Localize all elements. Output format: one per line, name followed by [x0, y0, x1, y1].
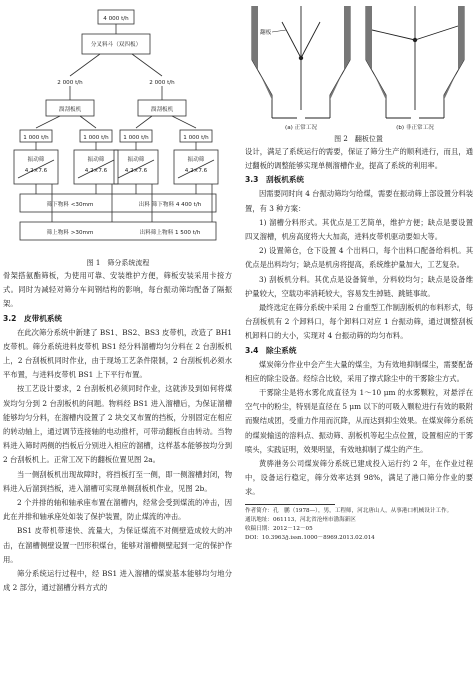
figure-2-caption: 图 2 翻板位置 — [334, 135, 383, 143]
svg-text:振动筛: 振动筛 — [127, 157, 145, 163]
svg-text:1 000 t/h: 1 000 t/h — [123, 135, 149, 141]
paragraph-3-3-b: 1) 溜槽分料形式。其优点是工艺简单，维护方便；缺点是要设置四叉溜槽，机房高度将大大加高，进料皮带机驱动要如大等。 — [245, 217, 473, 242]
paragraph-3-2-d: 2 个并排的轴和轴承座布置在溜槽内，经常会受到煤流的冲击，因此在并排和轴承座处如装了保护装置，防止煤流的冲击。 — [3, 498, 232, 522]
paragraph-3-2-a: 在此次筛分系统中新建了 BS1、BS2、BS3 皮带机，改造了 BH1 皮带机。筛分系统进料皮带机 BS1 经分料溜槽均匀分料在 2 台刮板机上，2 台刮板机同时作业，由于现场工艺条件限制，2 台刮板机必须水平布置，与进料皮带机 BS1 上下平行布置。 — [3, 327, 232, 380]
flow-out-under: 筛下物料 <30mm — [46, 202, 94, 208]
paragraph-intro: 骨架搭氨酯筛板，为使用可靠、安装维护方便，筛板安装采用卡接方式。同时为减轻对筛分车间钢结构的影响，每台振动筛均配备了隔振架。 — [3, 271, 232, 309]
flow-screen-1 — [14, 150, 58, 184]
flow-screen-2 — [74, 150, 118, 184]
footnote-address: 通讯地址：061113，河北省沧州市渤海新区 — [245, 516, 356, 523]
left-column — [0, 0, 236, 595]
fig2-caption-a: (a) 正常工况 — [285, 125, 317, 131]
flap-left-a — [282, 22, 301, 58]
svg-text:4.2×7.6: 4.2×7.6 — [84, 168, 108, 174]
flow-mid-rate-right: 2 000 t/h — [149, 80, 175, 86]
figure-1-flowchart — [0, 0, 236, 255]
paragraph-3-4-a: 煤炭筛分作业中会产生大量的煤尘，为有效地抑制煤尘，需要配备相应的除尘设备。经综合比较，采用了撑式除尘中的干雾除尘方式。 — [245, 359, 473, 383]
flow-out-over: 筛上物料 >30mm — [46, 230, 94, 236]
svg-text:振动筛: 振动筛 — [27, 157, 45, 163]
svg-text:4.2×7.6: 4.2×7.6 — [24, 168, 48, 174]
flow-out-over-product: 出料筛上物料 1 500 t/h — [139, 230, 201, 236]
flow-belt-left-text: 溜刮板机 — [58, 107, 82, 113]
flap-left-b — [301, 22, 320, 58]
paragraph-continued: 设计，满足了系统运行的需要，保证了筛分生产的顺利进行，而且，通过翻板的调整能够实现单侧溜槽作业，提高了系统的利用率。 — [245, 147, 473, 171]
svg-text:振动筛: 振动筛 — [187, 157, 205, 163]
flow-screen-3 — [114, 150, 158, 184]
paragraph-3-4-c: 黄骅港务公司煤炭筛分系统已建成投入运行约 2 年，在作业过程中，设备运行稳定，筛分效率达到 98%，满足了港口筛分作业的要求。 — [245, 459, 473, 497]
flow-top-rate-text: 4 000 t/h — [103, 16, 129, 22]
paragraph-3-2-e: BS1 皮带机带速快、流量大，为保证煤流不对侧壁造成较大的冲击，在溜槽侧壁设置一凹形积煤台，能够对溜槽侧壁起到一定的保护作用。 — [3, 526, 232, 564]
paragraph-3-2-c: 当一侧刮板机出现故障时，将挡板打至一侧，即一侧溜槽封闭，物料进入后溜到挡板，进入溜槽可实现单侧刮板机作业，见图 2b。 — [3, 469, 232, 493]
paragraph-3-4-b: 干雾除尘是将水雾化成直径为 1～10 μm 的水雾颗粒，对悬浮在空气中的粉尘，特别是直径在 5 μm 以下的可吸入颗粒进行有效的吸附而聚结成团，受重力作用而沉降，从而达到抑尘效果。在煤炭筛分系统的煤炭输送的溶料点、振动筛、刮板机等起尘点位置，设置相应的干雾喷头，实践证明，效果明显，有效地抑制了煤尘的产生。 — [245, 388, 473, 454]
paragraph-3-3-e: 最终选定在筛分系统中采用 2 台重型工作制刮板机的布料形式，每台刮板机有 2 个卸料口，每个卸料口对应 1 台振动筛，通过调整刮板机卸料口的大小，实现对 4 台振动筛的均匀布料。 — [245, 303, 473, 341]
fig2-caption-b: (b) 非正常工况 — [396, 125, 434, 131]
footnote-rule — [245, 504, 335, 505]
figure-1-caption: 图 1 筛分系统流程 — [86, 259, 150, 267]
paragraph-3-2-f: 筛分系统运行过程中，经 BS1 进入溜槽的煤炭基本能够均匀地分成 2 部分，通过溜槽分料方式的 — [3, 569, 232, 593]
svg-text:1 000 t/h: 1 000 t/h — [23, 135, 49, 141]
flow-out-product: 出料 筛下物料 4 400 t/h — [138, 202, 202, 208]
svg-text:1 000 t/h: 1 000 t/h — [183, 135, 209, 141]
right-column — [242, 0, 475, 543]
paragraph-3-3-d: 3) 刮板机分料。其优点是设备简单，分料较均匀；缺点是设备维护量较大，空载功率消耗较大，容易发生掉链、跳链事故。 — [245, 274, 473, 298]
flap-right-b — [415, 26, 458, 40]
footnote-doi: DOI：10.3963/j.issn.1000－8969.2013.02.014 — [245, 534, 375, 541]
svg-text:1 000 t/h: 1 000 t/h — [83, 135, 109, 141]
flap-label: 翻板 — [260, 30, 272, 36]
svg-text:振动筛: 振动筛 — [87, 157, 105, 163]
flow-screen-4 — [174, 150, 218, 184]
svg-text:4.2×7.6: 4.2×7.6 — [124, 168, 148, 174]
section-3-4-heading: 3.4 除尘系统 — [245, 345, 297, 355]
flow-mid-rate-left: 2 000 t/h — [57, 80, 83, 86]
flow-belt-right-text: 溜刮板机 — [150, 107, 174, 113]
flow-junction-text: 分叉料斗（双四板） — [90, 42, 142, 48]
footnote-author: 作者简介：孔 鹏（1978—），男，工程师，河北唐山人，从事港口机械设计工作。 — [245, 507, 453, 514]
section-3-3-heading: 3.3 刮板机系统 — [245, 175, 305, 185]
figure-2-flap-position — [242, 0, 475, 132]
paragraph-3-3-a: 因需要同时向 4 台振动筛均匀给煤，需要在振动筛上部设置分料装置，有 3 种方案： — [245, 189, 473, 213]
section-3-2-heading: 3.2 皮带机系统 — [3, 313, 63, 323]
paragraph-3-3-c: 2) 设置筛仓，仓下设置 4 个出料口，每个出料口配备给料机。其优点是出料均匀；缺点是机房将提高，系统维护量加大，工艺复杂。 — [245, 246, 473, 270]
svg-text:4.2×7.6: 4.2×7.6 — [184, 168, 208, 174]
paragraph-3-2-b: 按工艺设计要求，2 台刮板机必须同时作业，这就涉及到如何将煤炭均匀分到 2 台刮板机的问题。物料经 BS1 进入溜槽后，为保证溜槽能够均匀分料，在溜槽内设置了 2 块交叉布置的挡板，分别固定在相应的转动轴上，通过调节连接轴的电动推杆，可带动翻板自由转动。当物料进入筛时两侧的挡板后分别进入相应的溜槽，这样基本能够按均分到 2 台刮板机上。正常工况下的翻板位置见图 2a。 — [3, 384, 232, 465]
footnote-received: 收稿日期：2012－12－05 — [245, 525, 313, 532]
flap-right-a — [372, 30, 415, 40]
